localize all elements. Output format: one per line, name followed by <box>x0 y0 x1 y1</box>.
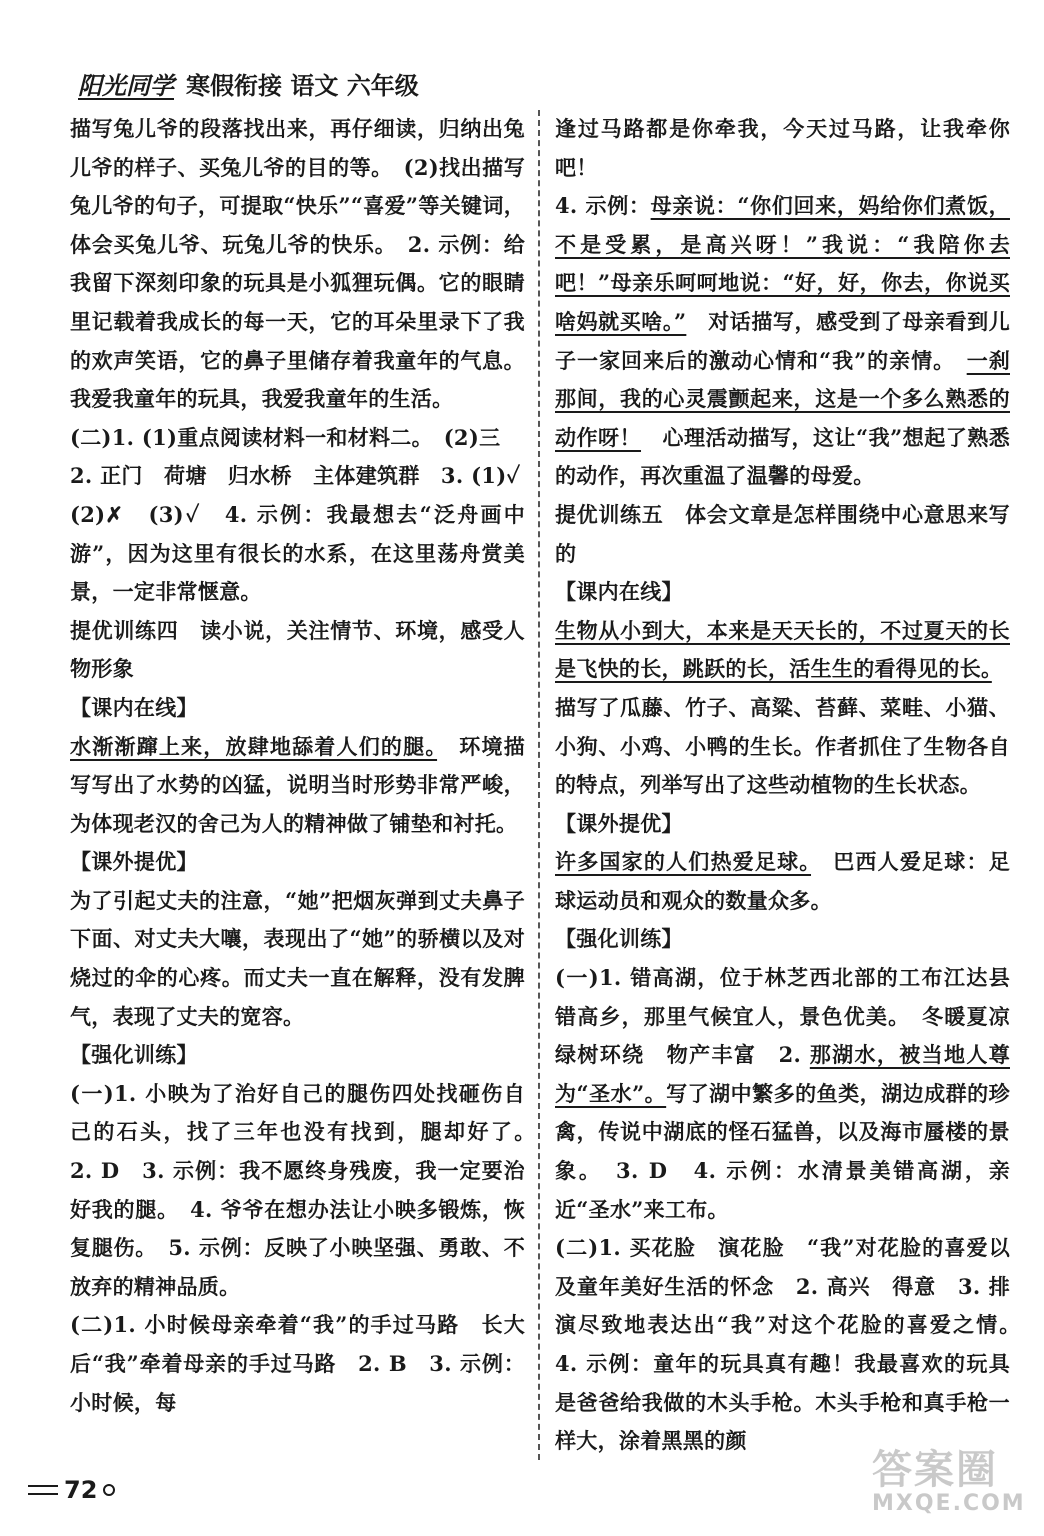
right-column <box>555 110 1032 1461</box>
column-divider <box>538 110 540 1460</box>
section-label: 【课外提优】 <box>70 849 198 875</box>
underlined-quote: 生物从小到大，本来是天天长的，不过夏天的长是飞快的长，跳跃的长，活生生的看得见的长。 <box>555 617 1010 682</box>
left-column <box>70 110 547 1422</box>
watermark-url: MXQE.COM <box>872 1491 1026 1516</box>
paragraph: (二)1. 小时候母亲牵着“我”的手过马路 长大后“我”牵着母亲的手过马路 2. B 3. 示例：小时候，每 <box>70 1312 525 1415</box>
paragraph: (2)✗ (3)✓ 4. 示例：我最想去“泛舟画中游”，因为这里有很长的水系，在这里荡舟赏美景，一定非常惬意。 <box>70 501 525 605</box>
section-label: 【课外提优】 <box>555 810 683 836</box>
brand-logo: 阳光同学 <box>78 71 174 100</box>
section-label: 【课内在线】 <box>555 579 683 605</box>
watermark-logo <box>872 1447 1026 1520</box>
page-footer <box>28 1476 115 1504</box>
section-title: 提优训练五 体会文章是怎样围绕中心意思来写的 <box>555 501 1010 566</box>
watermark-text: 答案圈 <box>872 1447 998 1493</box>
paragraph: (一)1. 错高湖，位于林芝西北部的工布江达县错高乡，那里气候宜人，景色优美。 冬暖夏凉 绿树环绕 物产丰富 2. 那湖水，被当地人尊为“圣水”。写了湖中繁多的鱼类，湖边成群的珍禽，传说中湖底的怪石猛兽，以及海市蜃楼的景象。 3. D 4. 示例：水清景美错高湖，亲近“圣水”来工布。 <box>555 965 1032 1222</box>
section-label: 【课内在线】 <box>70 694 198 720</box>
underlined-quote: 水渐渐蹿上来，放肆地舔着人们的腿。 <box>70 733 438 759</box>
section-title: 提优训练四 读小说，关注情节、环境，感受人物形象 <box>70 617 525 682</box>
paragraph: 4. 示例：母亲说：“你们回来，妈给你们煮饭，不是受累，是高兴呀！”我说：“我陪你去吧！”母亲乐呵呵地说：“好，好，你去，你说买啥妈就买啥。” 对话描写，感受到了母亲看到儿子一家回来后的激动心情和“我”的亲情。 一刹那间，我的心灵震颤起来，这是一个多么熟悉的动作呀！ 心理活动描写，这让“我”想起了熟悉的动作，再次重温了温馨的母爱。 <box>555 193 1010 489</box>
paragraph: (二)1. (1)重点阅读材料一和材料二。 (2)三 <box>70 424 501 450</box>
page-number: 72 <box>64 1476 98 1504</box>
paragraph: (一)1. 小映为了治好自己的腿伤四处找砸伤自己的石头，找了三年也没有找到，腿却好了。 2. D 3. 示例：我不愿终身残废，我一定要治好我的腿。 4. 爷爷在想办法让小映多锻炼，恢复腿伤。 5. 示例：反映了小映坚强、勇敢、不放弃的精神品质。 <box>70 1080 547 1299</box>
underlined-quote: 母亲说：“你们回来，妈给你们煮饭，不是受累，是高兴呀！”我说：“我陪你去吧！”母亲乐呵呵地说：“好，好，你去，你说买啥妈就买啥。” <box>555 193 1010 334</box>
paragraph: 逢过马路都是你牵我，今天过马路，让我牵你吧！ <box>555 116 1010 180</box>
section-label: 【强化训练】 <box>555 926 683 952</box>
paragraph: 生物从小到大，本来是天天长的，不过夏天的长是飞快的长，跳跃的长，活生生的看得见的长。 描写了瓜藤、竹子、高粱、苔藓、菜畦、小猫、小狗、小鸡、小鸭的生长。作者抓住了生物各自的特点，列举写出了这些动植物的生长状态。 <box>555 617 1014 798</box>
paragraph: 描写兔儿爷的段落找出来，再仔细读，归纳出兔儿爷的样子、买兔儿爷的目的等。 (2)找出描写兔儿爷的句子，可提取“快乐”“喜爱”等关键词，体会买兔儿爷、玩兔儿爷的快乐。 2. 示例：给我留下深刻印象的玩具是小狐狸玩偶。它的眼睛里记载着我成长的每一天，它的耳朵里录下了我的欢声笑语，它的鼻子里储存着我童年的气息。我爱我童年的玩具，我爱我童年的生活。 <box>70 116 525 412</box>
page-header <box>78 66 419 100</box>
underlined-quote: 许多国家的人们热爱足球。 <box>555 849 812 875</box>
underlined-quote: 一刹那间，我的心灵震颤起来，这是一个多么熟悉的动作呀！ <box>555 347 1010 450</box>
header-subtitle: 寒假衔接 语文 六年级 <box>186 71 419 100</box>
underlined-quote: 那湖水，被当地人尊为“圣水”。 <box>555 1042 1010 1106</box>
paragraph: 为了引起丈夫的注意，“她”把烟灰弹到丈夫鼻子下面、对丈夫大嚷，表现出了“她”的骄横以及对烧过的伞的心疼。而丈夫一直在解释，没有发脾气，表现了丈夫的宽容。 <box>70 887 525 1029</box>
paragraph: 2. 正门 荷塘 归水桥 主体建筑群 3. (1)✓ <box>70 463 521 489</box>
dot-icon <box>103 1484 115 1496</box>
arrow-icon <box>28 1485 58 1495</box>
paragraph: (二)1. 买花脸 演花脸 “我”对花脸的喜爱以及童年美好生活的怀念 2. 高兴 得意 3. 排演尽致地表达出“我”对这个花脸的喜爱之情。 4. 示例：童年的玩具真有趣！我最喜欢的玩具是爸爸给我做的木头手枪。木头手枪和真手枪一样大，涂着黑黑的颜 <box>555 1235 1032 1454</box>
paragraph: 水渐渐蹿上来，放肆地舔着人们的腿。 环境描写写出了水势的凶猛，说明当时形势非常严峻，为体现老汉的舍己为人的精神做了铺垫和衬托。 <box>70 733 525 836</box>
section-label: 【强化训练】 <box>70 1042 198 1068</box>
paragraph: 许多国家的人们热爱足球。 巴西人爱足球：足球运动员和观众的数量众多。 <box>555 849 1010 913</box>
